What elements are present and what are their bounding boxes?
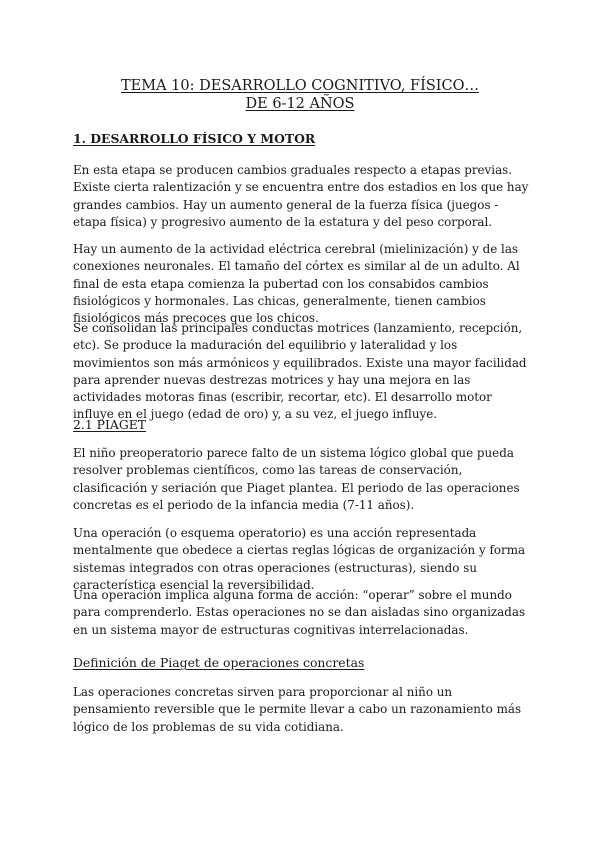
section-heading-piaget: 2.1 PIAGET: [73, 417, 147, 432]
paragraph: Las operaciones concretas sirven para proporcionar al niño un pensamiento reversible que le permite llevar a cabo un razonamiento más lógico de los problemas de su vida cotidiana.: [73, 685, 522, 734]
paragraph: Una operación implica alguna forma de acción: “operar” sobre el mundo para comprenderlo. Estas operaciones no se dan aisladas sino organizadas en un sistema mayor de estructuras cognitivas interrelacionadas.: [73, 588, 526, 637]
document-title-line-2: DE 6-12 AÑOS: [245, 96, 355, 112]
paragraph: En esta etapa se producen cambios graduales respecto a etapas previas. Existe cierta ralentización y se encuentra entre dos estadios en los que hay grandes cambios. Hay un aumento general de la fuerza física (juegos - etapa física) y progresivo aumento de la estatura y del peso corporal.: [73, 163, 529, 229]
paragraph: Una operación (o esquema operatorio) es una acción representada mentalmente que obedece a ciertas reglas lógicas de organización y forma sistemas integrados con otras operaciones (estructuras), siendo su característica esencial la reversibilidad.: [73, 526, 526, 592]
section-heading-physical-motor: 1. DESARROLLO FÍSICO Y MOTOR: [73, 131, 316, 146]
section-heading-piaget-definition: Definición de Piaget de operaciones concretas: [73, 655, 365, 670]
paragraph: Se consolidan las principales conductas motrices (lanzamiento, recepción, etc). Se produce la maduración del equilibrio y lateralidad y los movimientos son más armónicos y equilibrados. Existe una mayor facilidad para aprender nuevas destrezas motrices y hay una mejora en las actividades motoras finas (escribir, recortar, etc). El desarrollo motor influye en el juego (edad de oro) y, a su vez, el juego influye.: [73, 321, 527, 422]
document-title-line-1: TEMA 10: DESARROLLO COGNITIVO, FÍSICO…: [120, 78, 479, 94]
paragraph: Hay un aumento de la actividad eléctrica cerebral (mielinización) y de las conexiones neuronales. El tamaño del córtex es similar al de un adulto. Al final de esta etapa comienza la pubertad con los consabidos cambios fisiológicos y hormonales. Las chicas, generalmente, tienen cambios fisiológicos más precoces que los chicos.: [73, 242, 520, 326]
paragraph: El niño preoperatorio parece falto de un sistema lógico global que pueda resolver problemas científicos, como las tareas de conservación, clasificación y seriación que Piaget plantea. El periodo de las operaciones concretas es el periodo de la infancia media (7-11 años).: [73, 446, 520, 512]
